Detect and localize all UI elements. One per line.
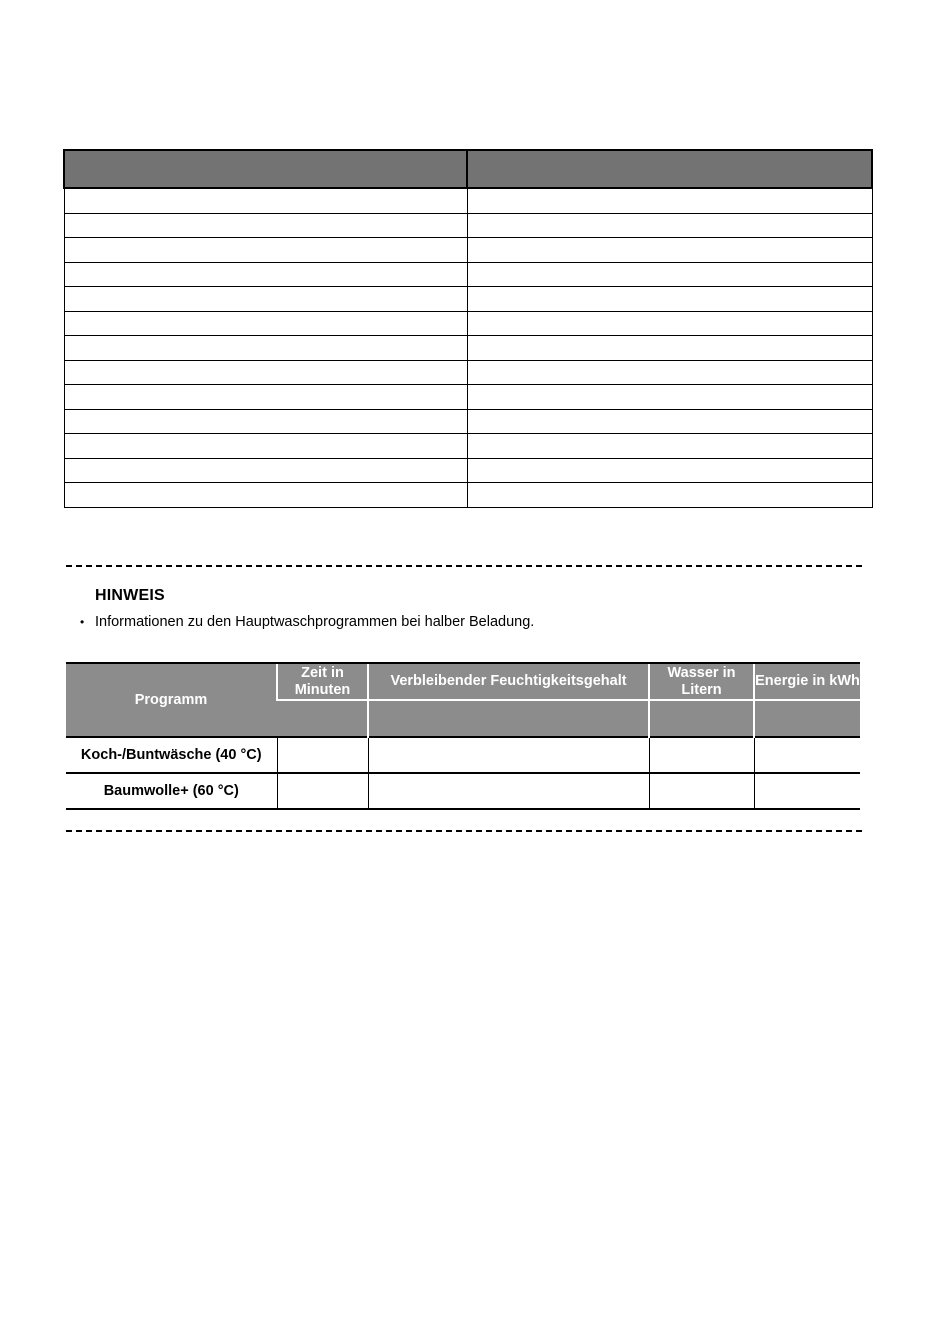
table-cell <box>467 434 872 459</box>
moisture-value <box>368 737 649 773</box>
table-row <box>66 737 860 773</box>
table-row <box>64 360 872 385</box>
table-cell <box>467 213 872 238</box>
table-cell <box>64 360 467 385</box>
table-cell <box>467 262 872 287</box>
header-program: Programm <box>66 663 277 737</box>
water-value <box>649 737 754 773</box>
table-row <box>64 385 872 410</box>
spec-table <box>63 149 873 508</box>
note-heading: HINWEIS <box>95 587 165 604</box>
table-cell <box>467 458 872 483</box>
header-time: Zeit in Minuten <box>277 663 368 700</box>
subheader-cell <box>368 700 649 737</box>
dashed-divider-bottom <box>66 830 862 832</box>
note-text: Informationen zu den Hauptwaschprogrammen bei halber Beladung. <box>95 614 535 630</box>
header-water: Wasser in Litern <box>649 663 754 700</box>
note-item <box>80 614 534 630</box>
subheader-cell <box>754 700 860 737</box>
table-cell <box>467 188 872 213</box>
program-name: Koch-/Buntwäsche (40 °C) <box>66 737 277 773</box>
program-table-header-row <box>66 663 860 700</box>
dashed-divider-top <box>66 565 862 567</box>
spec-table-header-row <box>64 150 872 188</box>
table-row <box>64 458 872 483</box>
table-cell <box>467 360 872 385</box>
header-energy: Energie in kWh <box>754 663 860 700</box>
table-row <box>64 188 872 213</box>
table-cell <box>467 287 872 312</box>
program-name: Baumwolle+ (60 °C) <box>66 773 277 809</box>
table-row <box>64 336 872 361</box>
table-row <box>64 213 872 238</box>
spec-table-header-cell <box>64 150 467 188</box>
subheader-cell <box>649 700 754 737</box>
table-cell <box>467 483 872 508</box>
table-cell <box>64 458 467 483</box>
table-cell <box>64 409 467 434</box>
table-row <box>64 483 872 508</box>
table-cell <box>64 238 467 263</box>
table-cell <box>64 262 467 287</box>
water-value <box>649 773 754 809</box>
subheader-cell <box>277 700 368 737</box>
table-cell <box>64 336 467 361</box>
moisture-value <box>368 773 649 809</box>
time-value <box>277 737 368 773</box>
table-cell <box>467 385 872 410</box>
table-row <box>64 434 872 459</box>
table-row <box>64 238 872 263</box>
table-cell <box>64 434 467 459</box>
time-value <box>277 773 368 809</box>
energy-value <box>754 773 860 809</box>
table-row <box>64 262 872 287</box>
table-row <box>64 311 872 336</box>
table-cell <box>64 385 467 410</box>
table-row <box>64 287 872 312</box>
header-moisture: Verbleibender Feuchtigkeitsgehalt <box>368 663 649 700</box>
table-row <box>66 773 860 809</box>
table-cell <box>64 188 467 213</box>
program-table <box>66 662 860 810</box>
table-cell <box>467 238 872 263</box>
table-cell <box>467 336 872 361</box>
table-cell <box>467 311 872 336</box>
table-row <box>64 409 872 434</box>
bullet-icon: • <box>80 615 85 629</box>
table-cell <box>64 311 467 336</box>
table-cell <box>64 213 467 238</box>
table-cell <box>467 409 872 434</box>
spec-table-header-cell <box>467 150 872 188</box>
table-cell <box>64 287 467 312</box>
energy-value <box>754 737 860 773</box>
table-cell <box>64 483 467 508</box>
